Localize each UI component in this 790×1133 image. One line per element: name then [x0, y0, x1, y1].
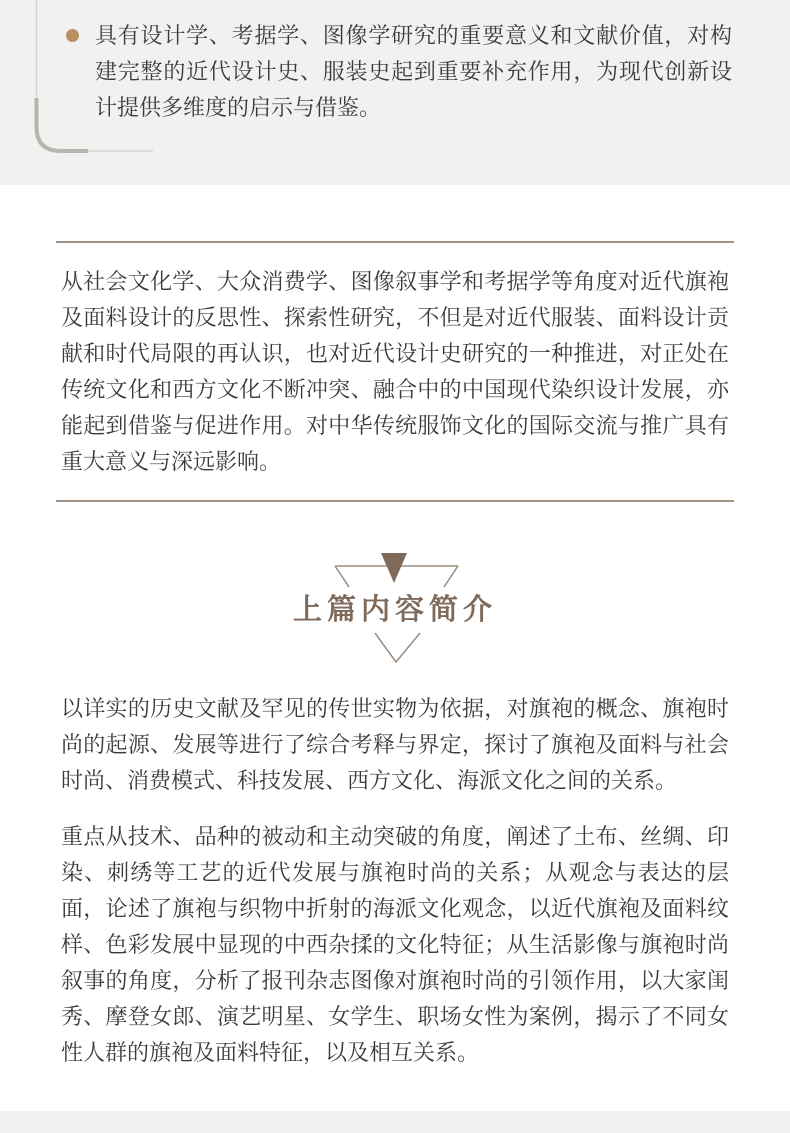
divider: [56, 241, 734, 243]
bullet-item: [0, 0, 790, 126]
highlight-text: 具有设计学、考据学、图像学研究的重要意义和文献价值，对构建完整的近代设计史、服装史起到重要补充作用，为现代创新设计提供多维度的启示与借鉴。: [95, 23, 732, 120]
bullet-marker-dot: [66, 29, 79, 42]
content-area: [0, 241, 790, 1071]
detail-paragraph: 重点从技术、品种的被动和主动突破的角度，阐述了土布、丝绸、印染、刺绣等工艺的近代发展与旗袍时尚的关系；从观念与表达的层面，论述了旗袍与织物中折射的海派文化观念，以近代旗袍及面料纹样、色彩发展中显现的中西杂揉的文化特征；从生活影像与旗袍时尚叙事的角度，分析了报刊杂志图像对旗袍时尚的引领作用，以大家闺秀、摩登女郎、演艺明星、女学生、职场女性为案例，揭示了不同女性人群的旗袍及面料特征，以及相互关系。: [61, 824, 729, 1065]
bottom-band: [0, 1111, 790, 1133]
intro-paragraph: 以详实的历史文献及罕见的传世实物为依据，对旗袍的概念、旗袍时尚的起源、发展等进行了综合考释与界定，探讨了旗袍及面料与社会时尚、消费模式、科技发展、西方文化、海派文化之间的关系。: [61, 696, 729, 793]
divider: [56, 500, 734, 502]
section-title: 上篇内容简介: [292, 594, 497, 626]
summary-paragraph: 从社会文化学、大众消费学、图像叙事学和考据学等角度对近代旗袍及面料设计的反思性、探索性研究，不但是对近代服装、面料设计贡献和时代局限的再认识，也对近代设计史研究的一种推进，对正处在传统文化和西方文化不断冲突、融合中的中国现代染织设计发展，亦能起到借鉴与促进作用。对中华传统服饰文化的国际交流与推广具有重大意义与深远影响。: [61, 269, 729, 474]
section-title-ornament: [292, 551, 497, 665]
highlight-section: [0, 0, 790, 185]
